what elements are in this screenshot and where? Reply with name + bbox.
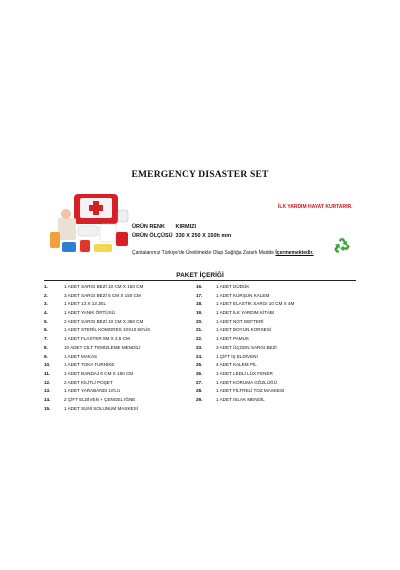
item-text: 1 ADET ELASTİK SARGI 10 CM X 4M xyxy=(216,301,295,307)
item-text: 1 ADET SARGI BEZİ 10 CM X 150 CM xyxy=(64,284,144,289)
item-number: 19. xyxy=(196,310,203,316)
item-number: 28. xyxy=(196,388,203,394)
item-text: 1 ADET BANDAJ 6 CM X 150 CM xyxy=(64,370,134,376)
item-text: 1 ADET MAKAS xyxy=(64,353,98,359)
item-number: 11. xyxy=(44,370,51,376)
item-number: 25. xyxy=(196,362,203,368)
recycle-icon xyxy=(332,236,352,256)
item-number: 1. xyxy=(44,284,48,289)
list-item xyxy=(44,387,150,396)
info-line xyxy=(132,250,314,256)
item-number: 8. xyxy=(44,344,48,350)
item-text: 1 ÇİFT İŞ ELDİVENİ xyxy=(216,353,258,359)
item-number: 10. xyxy=(44,362,51,368)
item-number: 23. xyxy=(196,344,203,350)
list-item xyxy=(44,344,150,353)
item-number: 24. xyxy=(196,353,203,359)
item-text: 1 ADET FİLTRELİ TOZ MASKESİ xyxy=(216,388,285,394)
info-highlight: İçermemektedir. xyxy=(275,250,314,256)
item-number: 18. xyxy=(196,301,203,307)
item-text: 4 ADET KALEM PİL xyxy=(216,362,257,368)
item-text: 1 ADET FLASTER 5M X 2,5 CM xyxy=(64,336,130,342)
package-title: PAKET İÇERİĞİ xyxy=(176,272,224,279)
slogan: İLK YARDIM HAYAT KURTARIR. xyxy=(278,204,353,210)
divider xyxy=(44,280,356,281)
item-text: 1 ADET KURŞUN KALEM xyxy=(216,292,270,298)
item-number: 21. xyxy=(196,327,203,333)
item-number: 12. xyxy=(44,379,51,385)
list-item xyxy=(44,318,150,327)
item-text: 2 ADET KİLİTLİ POŞET xyxy=(64,379,113,385)
list-item xyxy=(44,396,150,405)
list-item xyxy=(196,283,294,292)
spec-color-label: ÜRÜN RENK xyxy=(132,224,165,230)
item-number: 29. xyxy=(196,396,203,402)
list-item xyxy=(196,309,294,318)
list-item xyxy=(196,361,294,370)
item-text: 2 ADET SARGI BEZİ 10 CM X 350 CM xyxy=(64,318,144,324)
item-text: 1 ADET LEDLİ LÜX FENER xyxy=(216,370,273,376)
list-item xyxy=(196,387,294,396)
item-text: 1 ADET NOT DEFTERİ xyxy=(216,318,264,324)
list-item xyxy=(196,379,294,388)
item-number: 2. xyxy=(44,292,48,298)
list-item xyxy=(44,283,150,292)
item-number: 20. xyxy=(196,318,203,324)
item-text: 2 ÇİFT ELDİVEN + ÇENGEL İĞNE xyxy=(64,396,136,402)
list-item xyxy=(196,292,294,301)
item-number: 9. xyxy=(44,353,48,359)
item-text: 3 ADET SARGI BEZİ 5 CM X 150 CM xyxy=(64,292,141,298)
item-number: 26. xyxy=(196,370,203,376)
spec-color-value: KIRMIZI xyxy=(175,224,197,230)
list-item xyxy=(196,300,294,309)
item-number: 3. xyxy=(44,301,48,307)
item-text: 1 ADET BOYUN KORSESİ xyxy=(216,327,272,333)
package-list-left xyxy=(44,283,150,413)
list-item xyxy=(196,396,294,405)
item-number: 17. xyxy=(196,292,203,298)
spec-size xyxy=(132,233,231,239)
item-number: 13. xyxy=(44,388,51,394)
list-item xyxy=(196,344,294,353)
spec-color xyxy=(132,224,196,230)
list-item xyxy=(196,326,294,335)
list-item xyxy=(44,370,150,379)
document-title: EMERGENCY DISASTER SET xyxy=(131,170,269,180)
item-number: 14. xyxy=(44,396,51,402)
item-text: 1 ADET STERİL KOMORES 10X10 50'LİK xyxy=(64,327,151,333)
list-item xyxy=(44,309,150,318)
item-number: 15. xyxy=(44,405,51,411)
item-number: 27. xyxy=(196,379,203,385)
item-number: 22. xyxy=(196,336,203,342)
product-image xyxy=(44,188,134,260)
list-item xyxy=(44,353,150,362)
list-item xyxy=(196,353,294,362)
item-text: 1 ADET KORUMA GÖZLÜĞÜ xyxy=(216,379,277,385)
item-text: 1 ADET 13 X 13 JEL xyxy=(64,301,107,307)
item-text: 1 ADET YARABANDI 10'LU xyxy=(64,388,121,394)
item-number: 7. xyxy=(44,336,48,342)
list-item xyxy=(44,361,150,370)
item-text: 1 ADET ISLAK MENDİL xyxy=(216,396,265,402)
list-item xyxy=(44,379,150,388)
item-number: 16. xyxy=(196,284,203,289)
item-text: 1 ADET YANIK ÖRTÜSÜ xyxy=(64,310,115,316)
item-text: 1 ADET İLK YARDIM KİTABI xyxy=(216,310,275,316)
item-text: 1 ADET PAMUK xyxy=(216,336,250,342)
list-item xyxy=(196,335,294,344)
info-text: Çantalarımız Türkiye'de Üretilmekte Olup Sağlığa Zararlı Madde xyxy=(132,250,275,256)
list-item xyxy=(196,370,294,379)
item-text: 3 ADET ÜÇGEN SARGI BEZİ xyxy=(216,344,277,350)
item-text: 10 ADET CİLT TEMİZLEME MENDİLİ xyxy=(64,344,141,350)
item-number: 4. xyxy=(44,310,48,316)
list-item xyxy=(44,300,150,309)
item-text: 1 ADET TOKA TURNİKE xyxy=(64,362,115,368)
list-item xyxy=(44,335,150,344)
package-list-right xyxy=(196,283,294,405)
list-item xyxy=(44,405,150,414)
item-text: 1 ADET DÜDÜK xyxy=(216,284,250,289)
item-number: 6. xyxy=(44,327,48,333)
list-item xyxy=(44,326,150,335)
list-item xyxy=(44,292,150,301)
spec-size-value: 330 X 250 X 150h mm xyxy=(175,233,232,239)
spec-size-label: ÜRÜN ÖLÇÜSÜ xyxy=(132,233,173,239)
list-item xyxy=(196,318,294,327)
item-text: 1 ADET SUNİ SOLUNUM MASKESİ xyxy=(64,405,138,411)
red-crescent-icon xyxy=(314,170,336,192)
item-number: 5. xyxy=(44,318,48,324)
